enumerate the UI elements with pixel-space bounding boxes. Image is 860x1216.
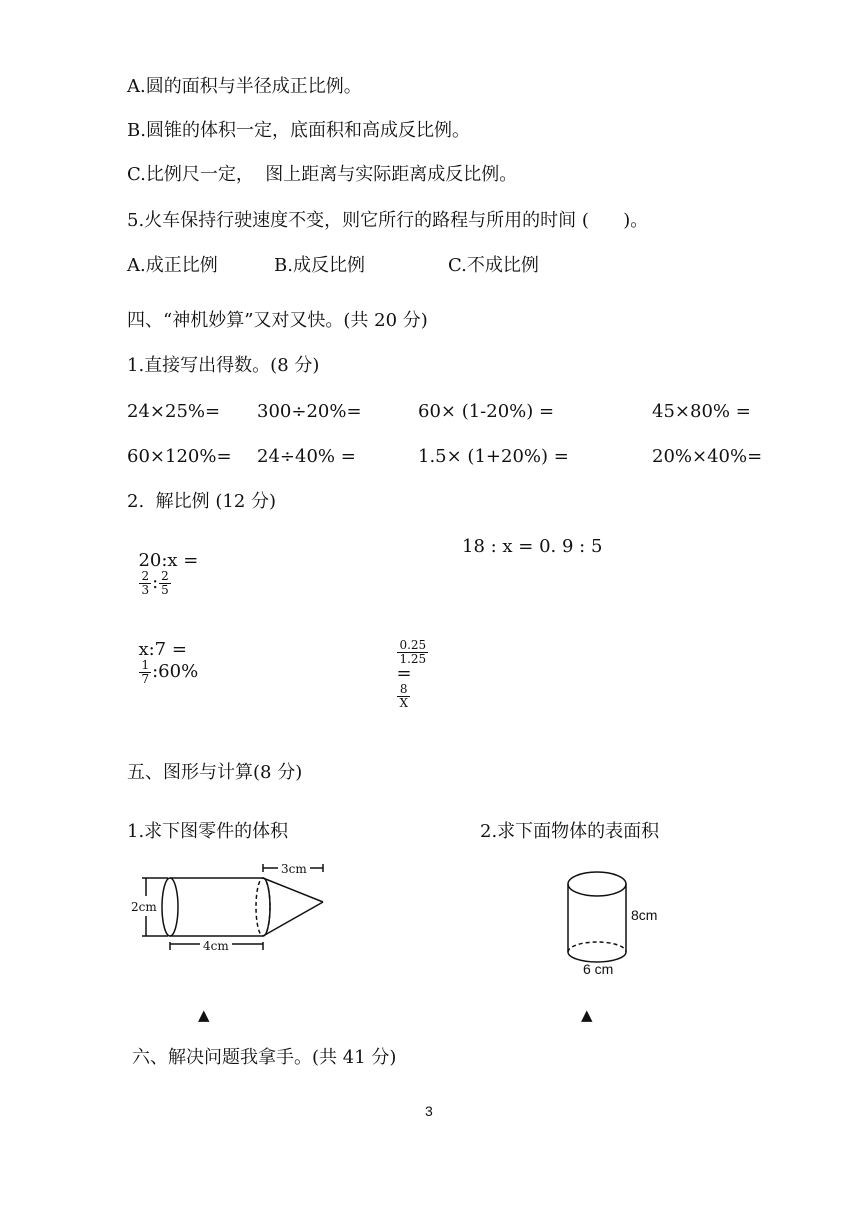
eq3-lhs: x:7 = [138, 639, 187, 660]
fig1-height-label: 2cm [131, 900, 157, 914]
question-5: 5.火车保持行驶速度不变，则它所行的路程与所用的时间 ( )。 [127, 210, 649, 231]
section-6-title: 六、解决问题我拿手。(共 41 分) [132, 1047, 397, 1068]
eq1-frac-1 [139, 570, 151, 596]
eq3-rhs: :60% [152, 661, 199, 683]
calc-2-4: 20%×40%= [652, 446, 763, 467]
section-4-title: 四、“神机妙算”又对又快。(共 20 分) [127, 310, 428, 331]
eq1-d1: 3 [141, 582, 150, 597]
equation-2: 18 : x = 0. 9 : 5 [462, 536, 603, 557]
section-5-q1: 1.求下图零件的体积 [127, 821, 289, 842]
eq1-d2: 5 [161, 582, 169, 597]
eq4-n2: 8 [397, 683, 410, 697]
eq3-frac [139, 659, 151, 685]
fig2-height-label: 8cm [631, 907, 658, 923]
eq4-n1: 0.25 [399, 638, 427, 652]
eq1-sep: : [152, 572, 159, 594]
option-a-area: A.圆的面积与半径成正比例。 [127, 76, 362, 97]
eq4-equals: = [396, 663, 412, 685]
fig1-length-label: 4cm [203, 939, 229, 953]
eq1-n2: 2 [161, 569, 169, 583]
calc-1-3: 60× (1-20%) = [418, 401, 555, 422]
calc-2-2: 24÷40% = [257, 446, 356, 467]
q5-option-b: B.成反比例 [274, 255, 365, 276]
eq3-d1: 7 [141, 671, 150, 686]
eq4-d1: 1.25 [399, 651, 427, 666]
calc-1-1: 24×25%= [127, 401, 221, 422]
eq4-frac-2 [397, 683, 410, 709]
eq4-d2: X [399, 695, 408, 710]
fig2-diameter-label: 6 cm [583, 961, 614, 977]
eq1-lhs: 20:x = [138, 550, 199, 571]
eq1-frac-2 [159, 570, 171, 596]
section-4-q1-title: 1.直接写出得数。(8 分) [127, 355, 320, 376]
section-4-q2-title: 2. 解比例 (12 分) [127, 491, 277, 512]
answer-marker-1: ▲ [198, 1006, 210, 1024]
q5-option-a: A.成正比例 [127, 255, 218, 276]
equation-3 [127, 623, 198, 685]
fig1-cone-label: 3cm [281, 862, 307, 876]
cylinder-cone-figure [128, 858, 333, 958]
cylinder-figure [555, 862, 675, 982]
answer-marker-2: ▲ [581, 1006, 593, 1024]
option-b-cone: B.圆锥的体积一定，底面积和高成反比例。 [127, 120, 470, 141]
equation-4 [385, 621, 429, 709]
eq4-frac-1 [397, 639, 428, 665]
calc-2-3: 1.5× (1+20%) = [418, 446, 569, 467]
q5-option-c: C.不成比例 [448, 255, 539, 276]
section-5-q2: 2.求下面物体的表面积 [480, 821, 660, 842]
section-5-title: 五、图形与计算(8 分) [127, 762, 303, 783]
eq3-n1: 1 [141, 658, 150, 672]
calc-1-2: 300÷20%= [257, 401, 362, 422]
option-c-scale: C.比例尺一定， 图上距离与实际距离成反比例。 [127, 164, 518, 185]
eq1-n1: 2 [141, 569, 150, 583]
calc-2-1: 60×120%= [127, 446, 232, 467]
equation-1 [127, 534, 198, 596]
page-number: 3 [425, 1103, 433, 1119]
calc-1-4: 45×80% = [652, 401, 751, 422]
